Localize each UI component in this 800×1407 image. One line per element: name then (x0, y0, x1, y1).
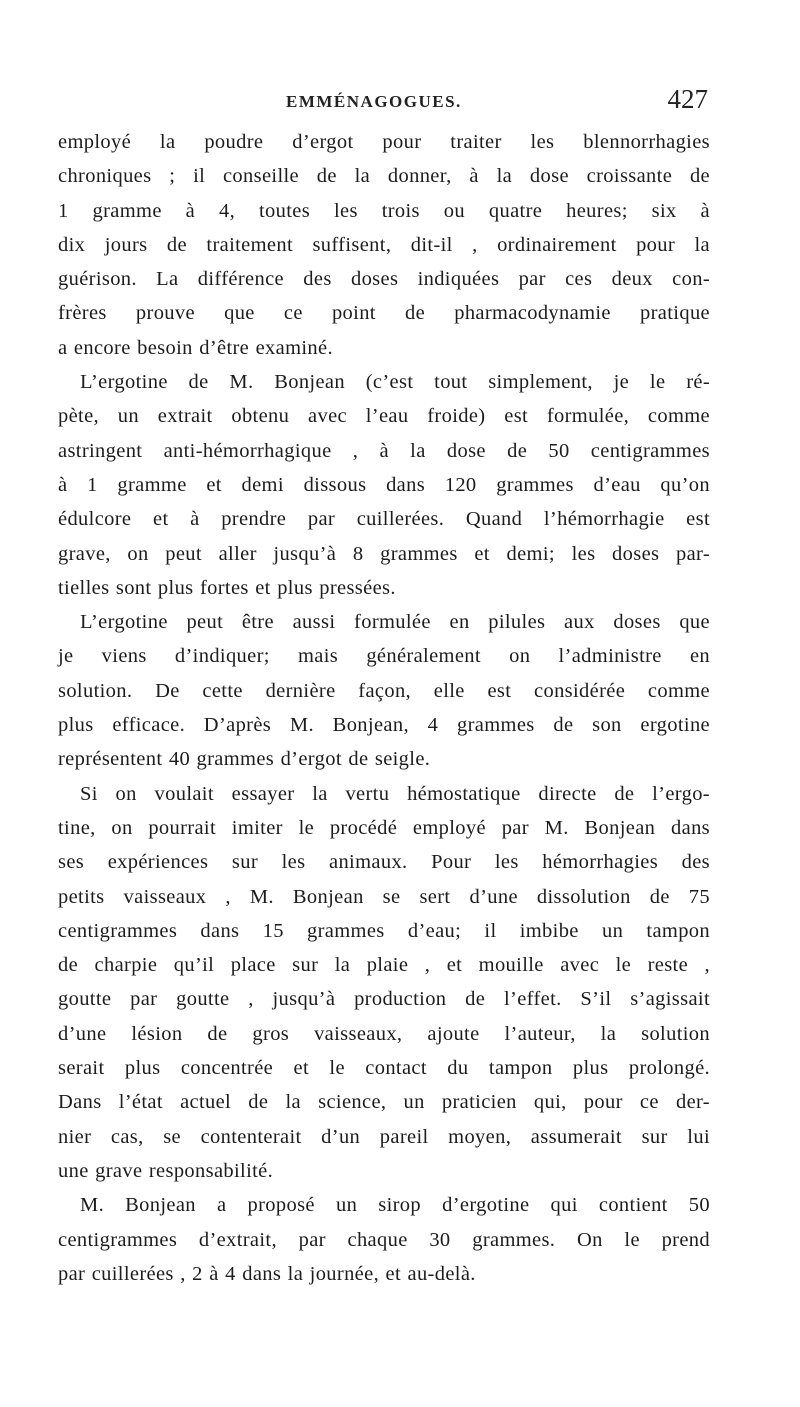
text-line: centigrammes d’extrait, par chaque 30 grammes. On le prend (58, 1228, 710, 1251)
text-line: solution. De cette dernière façon, elle est considérée comme (58, 679, 710, 702)
text-line: centigrammes dans 15 grammes d’eau; il imbibe un tampon (58, 919, 710, 942)
running-head (58, 84, 708, 118)
text-line: édulcore et à prendre par cuillerées. Quand l’hémorrhagie est (58, 508, 710, 531)
text-line: nier cas, se contenterait d’un pareil moyen, assumerait sur lui (58, 1125, 710, 1148)
text-line: astringent anti-hémorrhagique , à la dose de 50 centigrammes (58, 439, 710, 462)
body-text (58, 125, 710, 1291)
text-line: représentent 40 grammes d’ergot de seigle. (58, 748, 431, 771)
text-line: à 1 gramme et demi dissous dans 120 grammes d’eau qu’on (58, 473, 710, 496)
text-line: tine, on pourrait imiter le procédé employé par M. Bonjean dans (58, 816, 710, 839)
text-line: Dans l’état actuel de la science, un praticien qui, pour ce der- (58, 1091, 710, 1114)
page-number: 427 (667, 84, 708, 114)
text-line: Si on voulait essayer la vertu hémostatique directe de l’ergo- (80, 782, 710, 805)
text-line: je viens d’indiquer; mais généralement on l’administre en (58, 645, 710, 668)
running-title: EMMÉNAGOGUES. (286, 92, 462, 111)
text-line: pète, un extrait obtenu avec l’eau froide) est formulée, comme (58, 405, 710, 428)
text-line: dix jours de traitement suffisent, dit-il , ordinairement pour la (58, 233, 710, 256)
text-line: guérison. La différence des doses indiquées par ces deux con- (58, 268, 710, 291)
text-line: M. Bonjean a proposé un sirop d’ergotine qui contient 50 (80, 1194, 710, 1217)
text-line: de charpie qu’il place sur la plaie , et mouille avec le reste , (58, 954, 710, 977)
text-line: par cuillerées , 2 à 4 dans la journée, et au-delà. (58, 1262, 476, 1285)
text-line: plus efficace. D’après M. Bonjean, 4 grammes de son ergotine (58, 714, 710, 737)
text-line: grave, on peut aller jusqu’à 8 grammes et demi; les doses par- (58, 542, 710, 565)
text-line: ses expériences sur les animaux. Pour les hémorrhagies des (58, 851, 710, 874)
text-line: d’une lésion de gros vaisseaux, ajoute l’auteur, la solution (58, 1022, 710, 1045)
text-line: tielles sont plus fortes et plus pressées. (58, 576, 396, 599)
text-line: frères prouve que ce point de pharmacodynamie pratique (58, 302, 710, 325)
text-line: 1 gramme à 4, toutes les trois ou quatre heures; six à (58, 199, 710, 222)
text-line: serait plus concentrée et le contact du tampon plus prolongé. (58, 1057, 710, 1080)
text-line: L’ergotine de M. Bonjean (c’est tout simplement, je le ré- (80, 371, 710, 394)
text-line: chroniques ; il conseille de la donner, à la dose croissante de (58, 165, 710, 188)
text-line: a encore besoin d’être examiné. (58, 336, 333, 359)
text-line: goutte par goutte , jusqu’à production de l’effet. S’il s’agissait (58, 988, 710, 1011)
text-line: employé la poudre d’ergot pour traiter les blennorrhagies (58, 131, 710, 153)
text-line: petits vaisseaux , M. Bonjean se sert d’une dissolution de 75 (58, 885, 710, 908)
text-line: L’ergotine peut être aussi formulée en pilules aux doses que (80, 611, 710, 634)
text-line: une grave responsabilité. (58, 1159, 274, 1182)
